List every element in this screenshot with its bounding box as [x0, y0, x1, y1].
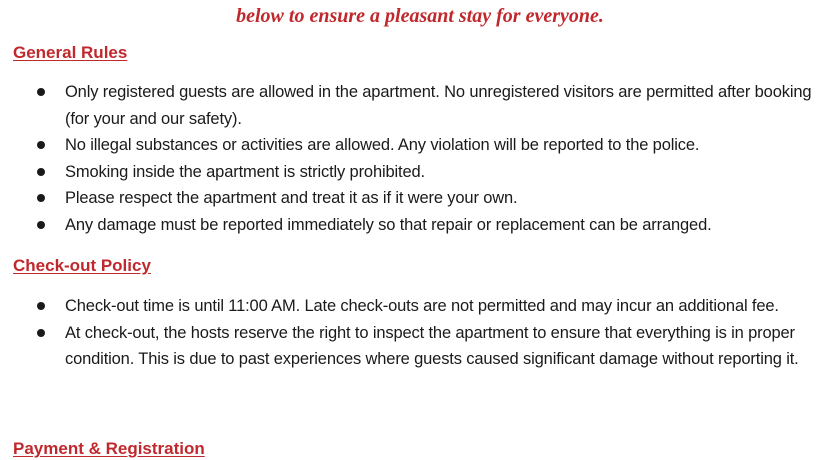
general-rules-heading: General Rules	[13, 43, 128, 62]
general-rules-list	[0, 79, 830, 238]
list-item-text: Please respect the apartment and treat it as if it were your own.	[65, 189, 518, 207]
bullet-icon	[37, 168, 45, 176]
bullet-icon	[37, 221, 45, 229]
bullet-icon	[37, 88, 45, 96]
payment-registration-heading: Payment & Registration	[13, 439, 205, 458]
list-item	[0, 293, 830, 320]
checkout-policy-list	[0, 293, 830, 373]
list-item	[0, 79, 830, 132]
bullet-icon	[37, 302, 45, 310]
bullet-icon	[37, 141, 45, 149]
list-item-text: Any damage must be reported immediately so that repair or replacement can be arranged.	[65, 215, 712, 234]
list-item	[0, 159, 830, 186]
list-item	[0, 212, 830, 239]
bullet-icon	[37, 194, 45, 202]
list-item-text: Smoking inside the apartment is strictly prohibited.	[65, 162, 425, 181]
list-item-text: Only registered guests are allowed in the apartment. No unregistered visitors are permitted after booking (for your and our safety).	[65, 83, 812, 128]
intro-text: below to ensure a pleasant stay for everyone.	[236, 5, 604, 27]
list-item-text: No illegal substances or activities are allowed. Any violation will be reported to the police.	[65, 136, 700, 154]
list-item-text: Check-out time is until 11:00 AM. Late check-outs are not permitted and may incur an additional fee.	[65, 297, 779, 315]
checkout-policy-heading: Check-out Policy	[13, 256, 151, 275]
list-item	[0, 185, 830, 212]
list-item-text: At check-out, the hosts reserve the right to inspect the apartment to ensure that everything is in proper condition. This is due to past experiences where guests caused significant damage without reporting it.	[65, 323, 799, 368]
bullet-icon	[37, 329, 45, 337]
list-item	[0, 320, 830, 373]
list-item	[0, 132, 830, 159]
